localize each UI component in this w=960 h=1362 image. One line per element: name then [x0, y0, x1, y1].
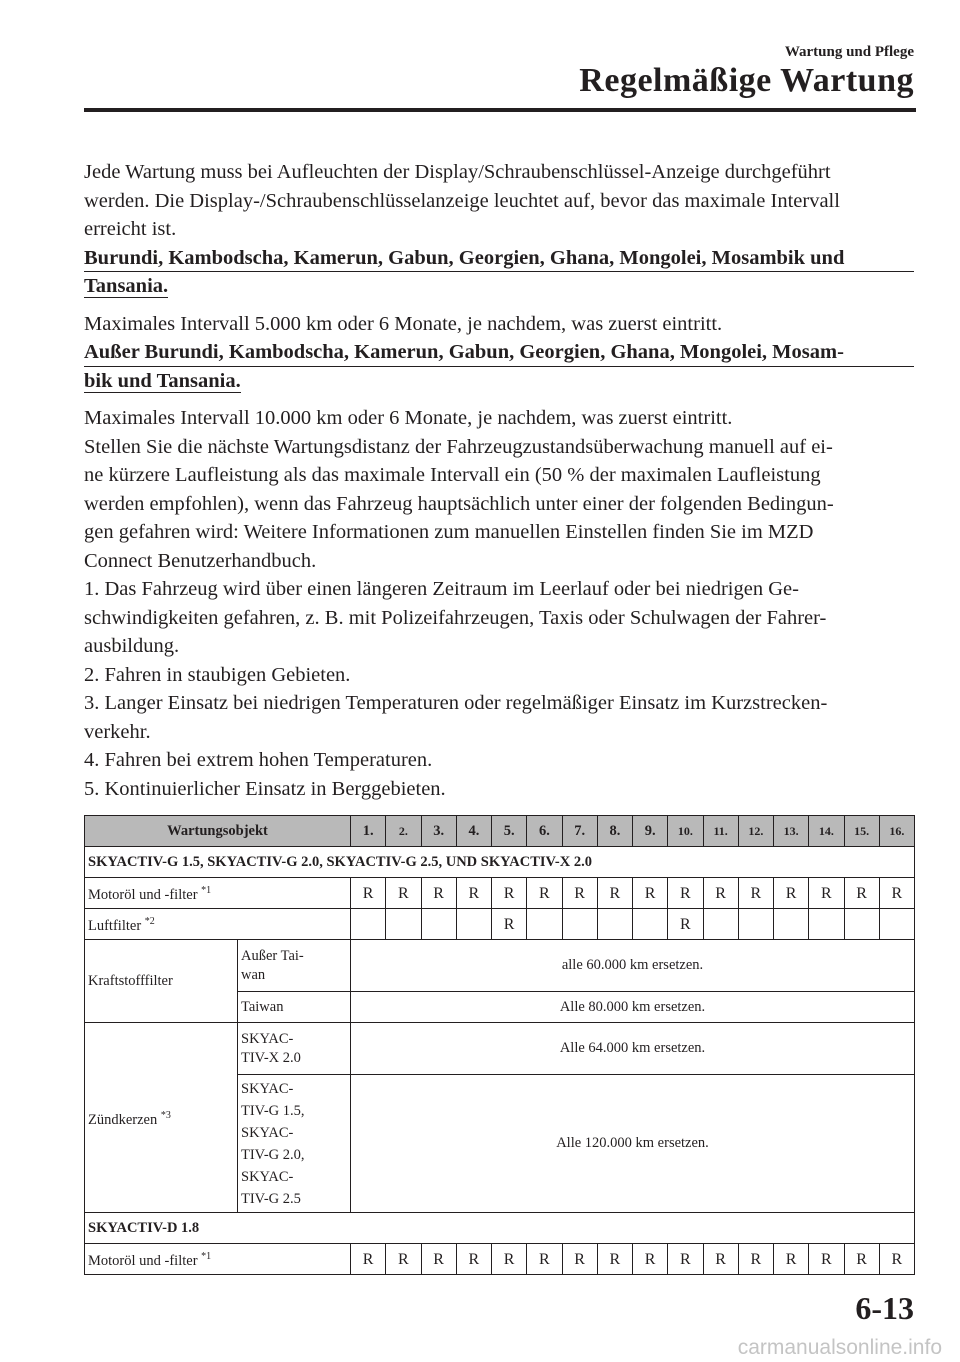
table-cell: R — [668, 1244, 703, 1275]
spark-interval-value: Alle 64.000 km ersetzen. — [351, 1023, 915, 1075]
table-cell: R — [633, 878, 668, 909]
variant-line: TIV-G 2.5 — [241, 1190, 301, 1207]
region-heading-2 — [84, 338, 914, 367]
footnote-ref: *1 — [201, 1251, 212, 1263]
table-row — [85, 909, 915, 940]
row-label-text: Luftfilter — [88, 917, 142, 934]
body-line: verkehr. — [84, 720, 151, 743]
table-cell: R — [703, 878, 738, 909]
table-cell: R — [844, 1244, 879, 1275]
table-row — [85, 878, 915, 909]
table-cell: R — [879, 878, 914, 909]
body-line: Stellen Sie die nächste Wartungsdistanz der Fahrzeugzustandsüberwachung manuell auf ei- — [84, 435, 833, 458]
body-line: schwindigkeiten gefahren, z. B. mit Polizeifahrzeugen, Taxis oder Schulwagen der Fahrer- — [84, 606, 827, 629]
interval-header: 9. — [633, 816, 668, 847]
variant-line: TIV-X 2.0 — [241, 1049, 301, 1066]
header-item: Wartungsobjekt — [85, 816, 351, 847]
variant-line: wan — [241, 966, 266, 983]
interval-header: 10. — [668, 816, 703, 847]
table-cell — [351, 909, 386, 940]
fuel-interval-value: alle 60.000 km ersetzen. — [351, 940, 915, 992]
region-heading-1-line2: Tansania. — [84, 275, 169, 297]
region-heading-1b — [84, 272, 914, 301]
region-heading-2-line2: bik und Tansania. — [84, 369, 241, 392]
footnote-ref: *2 — [144, 916, 155, 928]
row-label-oil — [85, 878, 351, 909]
table-row — [85, 940, 915, 992]
table-cell: R — [456, 878, 491, 909]
table-cell: R — [421, 878, 456, 909]
variant-line: SKYAC- — [241, 1124, 294, 1141]
variant-line: SKYAC- — [241, 1030, 294, 1047]
interval-header: 6. — [527, 816, 562, 847]
region-heading-1 — [84, 244, 914, 273]
table-cell — [597, 909, 632, 940]
footnote-ref: *1 — [201, 885, 212, 897]
interval-header: 13. — [774, 816, 809, 847]
table-cell: R — [492, 1244, 527, 1275]
interval-header: 4. — [456, 816, 491, 847]
table-cell: R — [386, 878, 421, 909]
table-cell — [421, 909, 456, 940]
table-cell: R — [527, 878, 562, 909]
row-label-air-filter — [85, 909, 351, 940]
table-cell: R — [879, 1244, 914, 1275]
table-cell: R — [703, 1244, 738, 1275]
watermark: carmanualsonline.info — [737, 1336, 942, 1359]
body-line: ausbildung. — [84, 635, 180, 657]
row-label-text: Zündkerzen — [88, 1111, 158, 1128]
body-line: 3. Langer Einsatz bei niedrigen Temperaturen oder regelmäßiger Einsatz im Kurzstrecken- — [84, 692, 828, 714]
page-number: 6-13 — [855, 1290, 914, 1326]
table-cell: R — [421, 1244, 456, 1275]
table-cell — [562, 909, 597, 940]
table-cell — [527, 909, 562, 940]
table-cell: R — [809, 1244, 844, 1275]
interval-header: 14. — [809, 816, 844, 847]
interval-header: 12. — [738, 816, 773, 847]
table-cell: R — [668, 878, 703, 909]
table-cell — [774, 909, 809, 940]
table-cell: R — [562, 1244, 597, 1275]
intro-line: Jede Wartung muss bei Aufleuchten der Display/Schraubenschlüssel-Anzeige durchgeführt — [84, 161, 831, 183]
table-cell: R — [492, 878, 527, 909]
interval-text-1: Maximales Intervall 5.000 km oder 6 Monate, je nachdem, was zuerst eintritt. — [84, 312, 723, 335]
interval-header: 11. — [703, 816, 738, 847]
spark-interval-value: Alle 120.000 km ersetzen. — [351, 1075, 915, 1213]
table-cell: R — [774, 878, 809, 909]
table-cell: R — [668, 909, 703, 940]
table-cell: R — [492, 909, 527, 940]
page-title: Regelmäßige Wartung — [579, 62, 914, 99]
row-label-spark-plugs — [85, 1023, 238, 1213]
table-cell: R — [351, 1244, 386, 1275]
table-cell: R — [386, 1244, 421, 1275]
table-cell: R — [809, 878, 844, 909]
body-text — [84, 158, 914, 803]
maintenance-table — [84, 815, 915, 1275]
row-label-text: Motoröl und -filter — [88, 886, 198, 903]
table-cell: R — [844, 878, 879, 909]
body-line: 5. Kontinuierlicher Einsatz in Berggebieten. — [84, 777, 446, 800]
table-section-row — [85, 847, 915, 878]
table-cell — [809, 909, 844, 940]
interval-header: 2. — [386, 816, 421, 847]
intro-line: werden. Die Display-/Schraubenschlüsselanzeige leuchtet auf, bevor das maximale Intervall — [84, 189, 840, 212]
interval-header: 16. — [879, 816, 914, 847]
engine-section-diesel: SKYACTIV-D 1.8 — [85, 1213, 915, 1244]
table-cell: R — [456, 1244, 491, 1275]
variant-line: Außer Tai- — [241, 947, 304, 964]
table-cell — [456, 909, 491, 940]
spark-variant-x20 — [238, 1023, 351, 1075]
table-cell — [879, 909, 914, 940]
spark-variant-g-engines — [238, 1075, 351, 1213]
table-cell — [633, 909, 668, 940]
variant-line: TIV-G 2.0, — [241, 1146, 305, 1163]
body-line: Connect Benutzerhandbuch. — [84, 549, 317, 572]
body-line: gen gefahren wird: Weitere Informationen zum manuellen Einstellen finden Sie im MZD — [84, 521, 814, 543]
variant-line: TIV-G 1.5, — [241, 1102, 305, 1119]
table-row — [85, 1023, 915, 1075]
row-label-text: Motoröl und -filter — [88, 1252, 198, 1269]
interval-header: 7. — [562, 816, 597, 847]
fuel-variant-except-taiwan — [238, 940, 351, 992]
interval-header: 8. — [597, 816, 632, 847]
variant-line: SKYAC- — [241, 1080, 294, 1097]
table-cell: R — [738, 878, 773, 909]
table-cell — [738, 909, 773, 940]
table-cell: R — [774, 1244, 809, 1275]
body-line: 4. Fahren bei extrem hohen Temperaturen. — [84, 749, 433, 771]
table-section-row — [85, 1213, 915, 1244]
table-cell — [703, 909, 738, 940]
table-cell: R — [351, 878, 386, 909]
region-heading-2b — [84, 367, 914, 396]
interval-header: 1. — [351, 816, 386, 847]
table-cell: R — [527, 1244, 562, 1275]
table-cell: R — [597, 878, 632, 909]
region-heading-1-line1: Burundi, Kambodscha, Kamerun, Gabun, Georgien, Ghana, Mongolei, Mosambik und — [84, 246, 845, 269]
body-line: ne kürzere Laufleistung als das maximale Intervall ein (50 % der maximalen Laufleistung — [84, 464, 821, 486]
header-rule — [84, 108, 916, 112]
table-row — [85, 1244, 915, 1275]
interval-header: 3. — [421, 816, 456, 847]
row-label-oil-diesel — [85, 1244, 351, 1275]
table-cell: R — [633, 1244, 668, 1275]
region-heading-2-line1: Außer Burundi, Kambodscha, Kamerun, Gabun, Georgien, Ghana, Mongolei, Mosam- — [84, 341, 844, 363]
body-line: 1. Das Fahrzeug wird über einen längeren Zeitraum im Leerlauf oder bei niedrigen Ge- — [84, 578, 799, 600]
variant-line: SKYAC- — [241, 1168, 294, 1185]
table-cell — [386, 909, 421, 940]
body-line: 2. Fahren in staubigen Gebieten. — [84, 663, 351, 686]
table-cell: R — [738, 1244, 773, 1275]
table-cell — [844, 909, 879, 940]
interval-header: 15. — [844, 816, 879, 847]
interval-header: 5. — [492, 816, 527, 847]
body-line: Maximales Intervall 10.000 km oder 6 Monate, je nachdem, was zuerst eintritt. — [84, 407, 733, 429]
section-title: Wartung und Pflege — [784, 44, 914, 60]
intro-line: erreicht ist. — [84, 218, 177, 240]
fuel-variant-taiwan: Taiwan — [238, 992, 351, 1023]
row-label-fuel-filter: Kraftstofffilter — [85, 940, 238, 1023]
engine-section-gasoline: SKYACTIV-G 1.5, SKYACTIV-G 2.0, SKYACTIV-G 2.5, UND SKYACTIV-X 2.0 — [85, 847, 915, 878]
body-line: werden empfohlen), wenn das Fahrzeug hauptsächlich unter einer der folgenden Bedingun- — [84, 492, 834, 515]
footnote-ref: *3 — [160, 1109, 171, 1121]
table-cell: R — [562, 878, 597, 909]
table-cell: R — [597, 1244, 632, 1275]
fuel-interval-value: Alle 80.000 km ersetzen. — [351, 992, 915, 1023]
table-header-row — [85, 816, 915, 847]
